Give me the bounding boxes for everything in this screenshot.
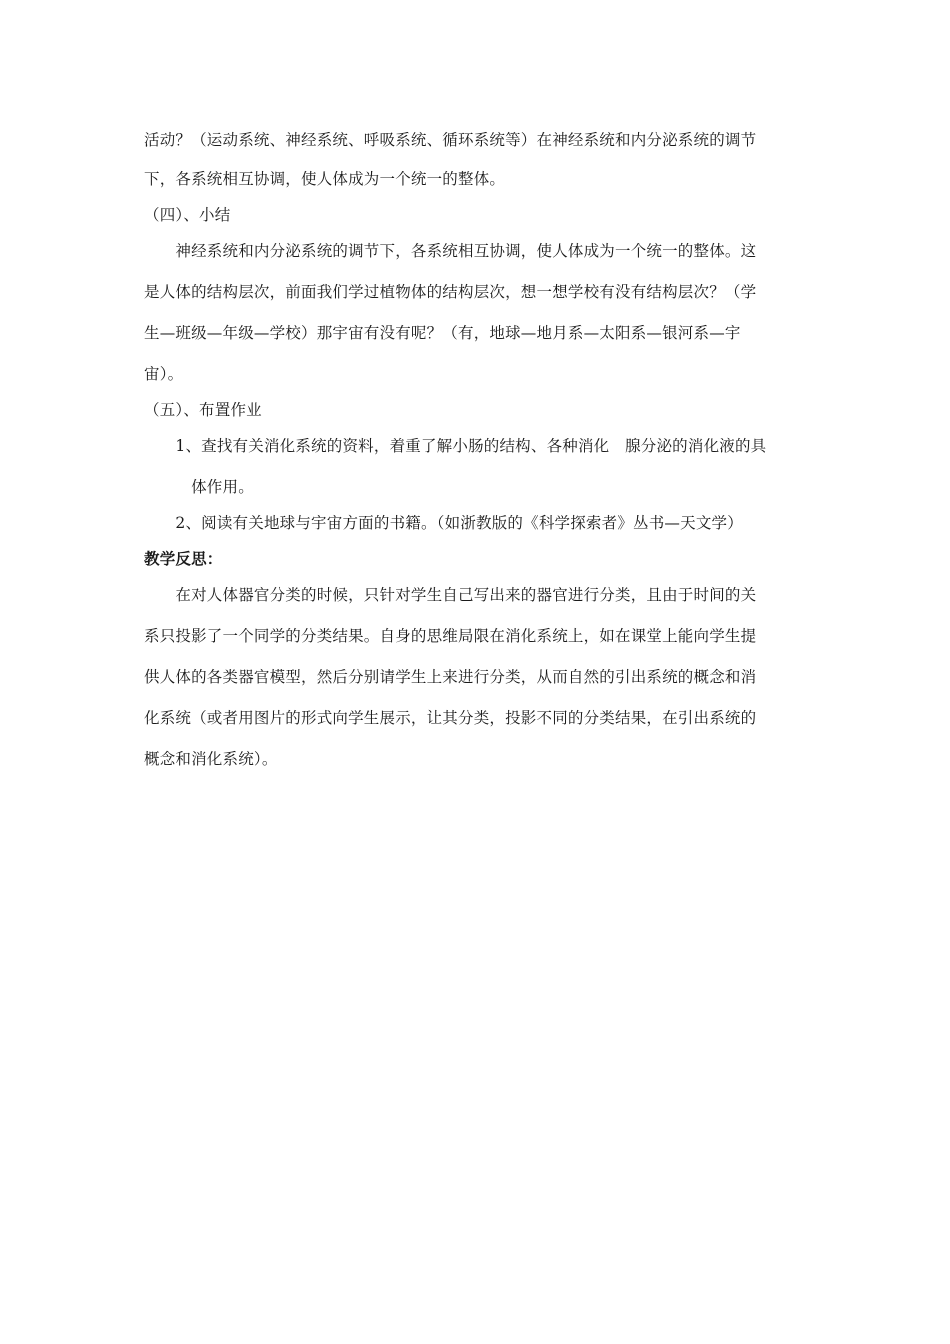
section-heading-homework: （五）、布置作业 (144, 401, 262, 419)
text-line: 活动？（运动系统、神经系统、呼吸系统、循环系统等）在神经系统和内分泌系统的调节 (144, 131, 757, 149)
text-line: 是人体的结构层次，前面我们学过植物体的结构层次，想一想学校有没有结构层次？（学 (144, 283, 757, 301)
text-line: 生—班级—年级—学校）那宇宙有没有呢？（有，地球—地月系—太阳系—银河系—宇 (144, 324, 741, 342)
homework-item-1: 1、查找有关消化系统的资料，着重了解小肠的结构、各种消化 腺分泌的消化液的具 (144, 437, 767, 455)
homework-item-1-continued: 体作用。 (144, 478, 254, 496)
section-heading-summary: （四）、小结 (144, 206, 231, 224)
text-line: 系只投影了一个同学的分类结果。自身的思维局限在消化系统上，如在课堂上能向学生提 (144, 627, 757, 645)
text-line: 神经系统和内分泌系统的调节下，各系统相互协调，使人体成为一个统一的整体。这 (144, 242, 757, 260)
text-line: 化系统（或者用图片的形式向学生展示，让其分类，投影不同的分类结果，在引出系统的 (144, 709, 757, 727)
text-line: 宙）。 (144, 365, 184, 383)
text-line: 概念和消化系统）。 (144, 750, 278, 768)
text-line: 在对人体器官分类的时候，只针对学生自己写出来的器官进行分类，且由于时间的关 (144, 586, 757, 604)
section-heading-reflection: 教学反思： (144, 550, 223, 568)
homework-item-2: 2、阅读有关地球与宇宙方面的书籍。（如浙教版的《科学探索者》丛书—天文学） (144, 514, 743, 532)
text-line: 供人体的各类器官模型，然后分别请学生上来进行分类，从而自然的引出系统的概念和消 (144, 668, 757, 686)
text-line: 下，各系统相互协调，使人体成为一个统一的整体。 (144, 170, 506, 188)
